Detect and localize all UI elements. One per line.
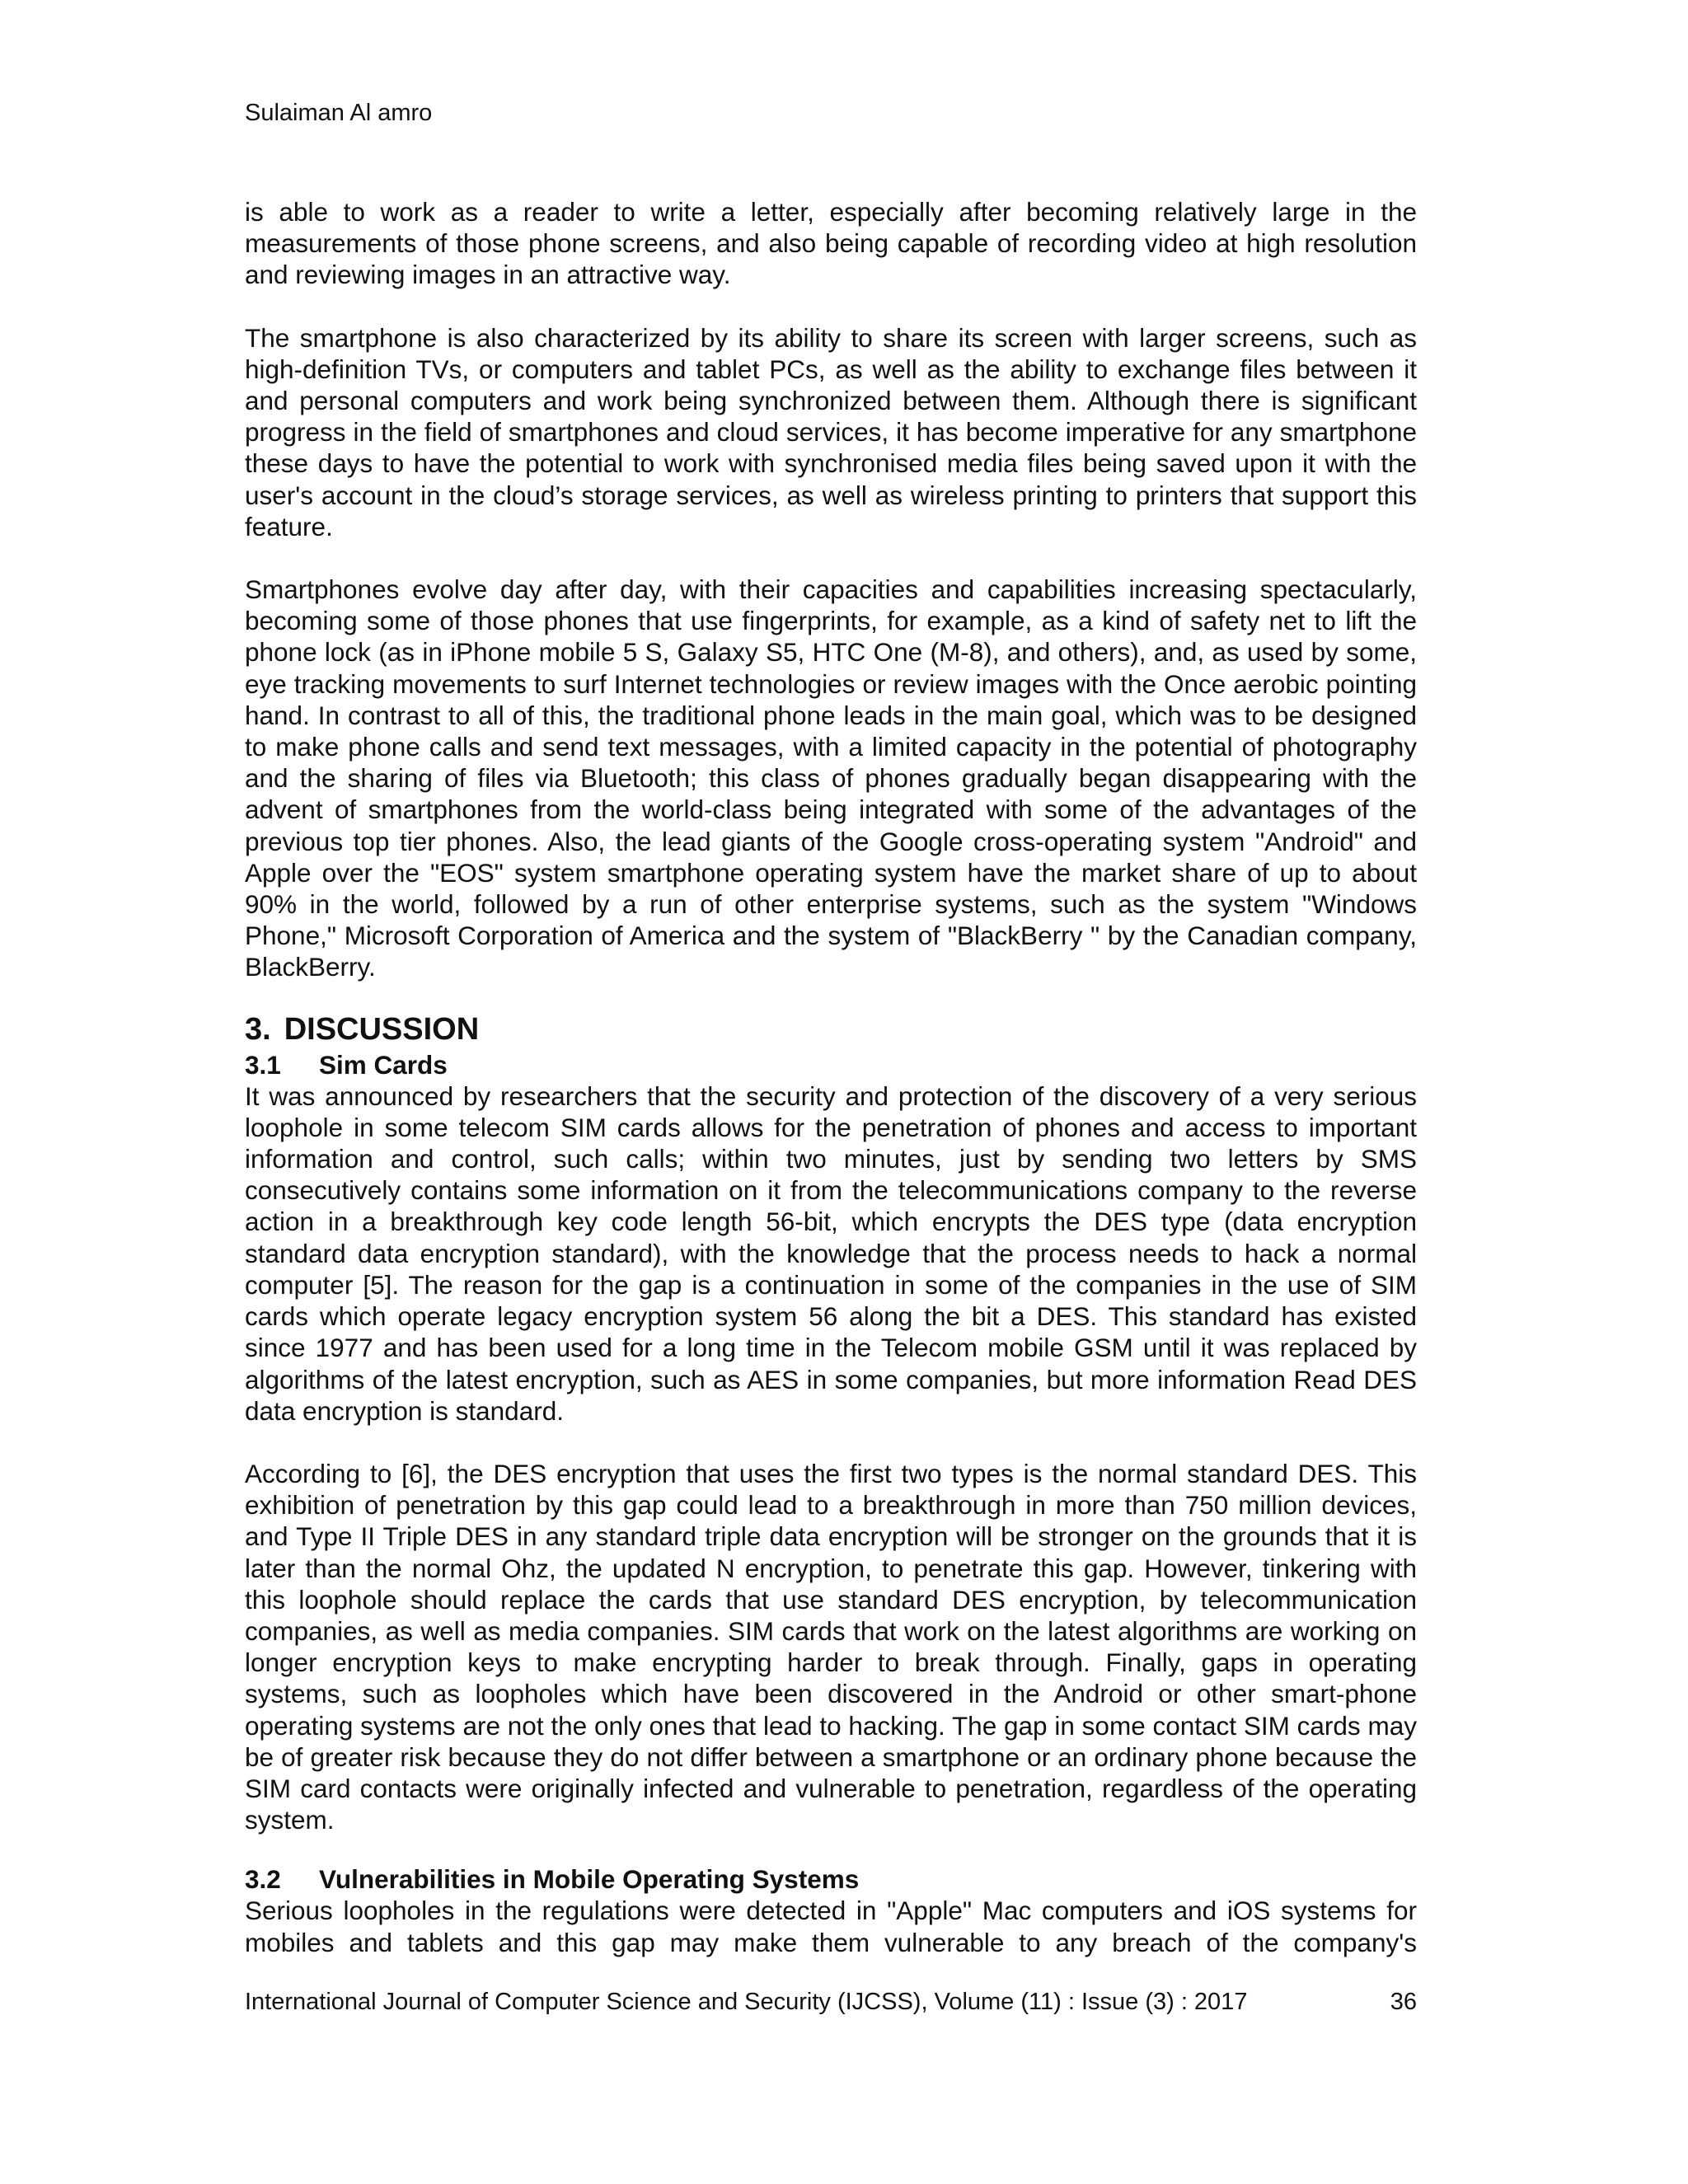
body-paragraph: It was announced by researchers that the security and protection of the discovery of a very serious loophole in some telecom SIM cards allows for the penetration of phones and access to important information and control, such calls; within two minutes, just by sending two letters by SMS consecutively contains some information on it from the telecommunications company to the reverse action in a breakthrough key code length 56-bit, which encrypts the DES type (data encryption standard data encryption standard), with the knowledge that the process needs to hack a normal computer [5]. The reason for the gap is a continuation in some of the companies in the use of SIM cards which operate legacy encryption system 56 along the bit a DES. This standard has existed since 1977 and has been used for a long time in the Telecom mobile GSM until it was replaced by algorithms of the latest encryption, such as AES in some companies, but more information Read DES data encryption is standard. xyxy=(245,1080,1417,1426)
subsection-heading xyxy=(245,1863,1417,1895)
body-paragraph: is able to work as a reader to write a letter, especially after becoming relatively large in the measurements of those phone screens, and also being capable of recording video at high resolution and reviewing images in an attractive way. xyxy=(245,197,1417,290)
footer-journal-citation: International Journal of Computer Science and Security (IJCSS), Volume (11) : Issue (3) : 2017 xyxy=(245,1989,1248,2015)
section-heading xyxy=(245,1011,1417,1047)
subsection-title: Sim Cards xyxy=(319,1049,448,1080)
body-paragraph: The smartphone is also characterized by its ability to share its screen with larger screens, such as high-definition TVs, or computers and tablet PCs, as well as the ability to exchange files between it and personal computers and work being synchronized between them. Although there is significant progress in the field of smartphones and cloud services, it has become imperative for any smartphone these days to have the potential to work with synchronised media files being saved upon it with the user's account in the cloud’s storage services, as well as wireless printing to printers that support this feature. xyxy=(245,322,1417,541)
body-paragraph: Serious loopholes in the regulations were detected in "Apple" Mac computers and iOS systems for mobiles and tablets and this gap may make them vulnerable to any breach of the company's xyxy=(245,1896,1417,1957)
subsection-title: Vulnerabilities in Mobile Operating Systems xyxy=(319,1864,860,1895)
running-header-author: Sulaiman Al amro xyxy=(245,100,433,126)
subsection-number: 3.2 xyxy=(245,1864,281,1895)
subsection-number: 3.1 xyxy=(245,1049,281,1080)
footer-page-number: 36 xyxy=(1390,1989,1417,2015)
subsection-heading xyxy=(245,1049,1417,1080)
body-column xyxy=(245,196,1417,1990)
section-title: DISCUSSION xyxy=(284,1011,480,1047)
body-paragraph: Smartphones evolve day after day, with their capacities and capabilities increasing spectacularly, becoming some of those phones that use fingerprints, for example, as a kind of safety net to lift the phone lock (as in iPhone mobile 5 S, Galaxy S5, HTC One (M-8), and others), and, as used by some, eye tracking movements to surf Internet technologies or review images with the Once aerobic pointing hand. In contrast to all of this, the traditional phone leads in the main goal, which was to be designed to make phone calls and send text messages, with a limited capacity in the potential of photography and the sharing of files via Bluetooth; this class of phones gradually began disappearing with the advent of smartphones from the world-class being integrated with some of the advantages of the previous top tier phones. Also, the lead giants of the Google cross-operating system "Android" and Apple over the "EOS" system smartphone operating system have the market share of up to about 90% in the world, followed by a run of other enterprise systems, such as the system "Windows Phone," Microsoft Corporation of America and the system of "BlackBerry " by the Canadian company, BlackBerry. xyxy=(245,574,1417,982)
body-paragraph: According to [6], the DES encryption that uses the first two types is the normal standard DES. This exhibition of penetration by this gap could lead to a breakthrough in more than 750 million devices, and Type II Triple DES in any standard triple data encryption will be stronger on the grounds that it is later than the normal Ohz, the updated N encryption, to penetrate this gap. However, tinkering with this loophole should replace the cards that use standard DES encryption, by telecommunication companies, as well as media companies. SIM cards that work on the latest algorithms are working on longer encryption keys to make encrypting harder to break through. Finally, gaps in operating systems, such as loopholes which have been discovered in the Android or other smart-phone operating systems are not the only ones that lead to hacking. The gap in some contact SIM cards may be of greater risk because they do not differ between a smartphone or an ordinary phone because the SIM card contacts were originally infected and vulnerable to penetration, regardless of the operating system. xyxy=(245,1458,1417,1835)
section-number: 3. xyxy=(245,1011,271,1047)
